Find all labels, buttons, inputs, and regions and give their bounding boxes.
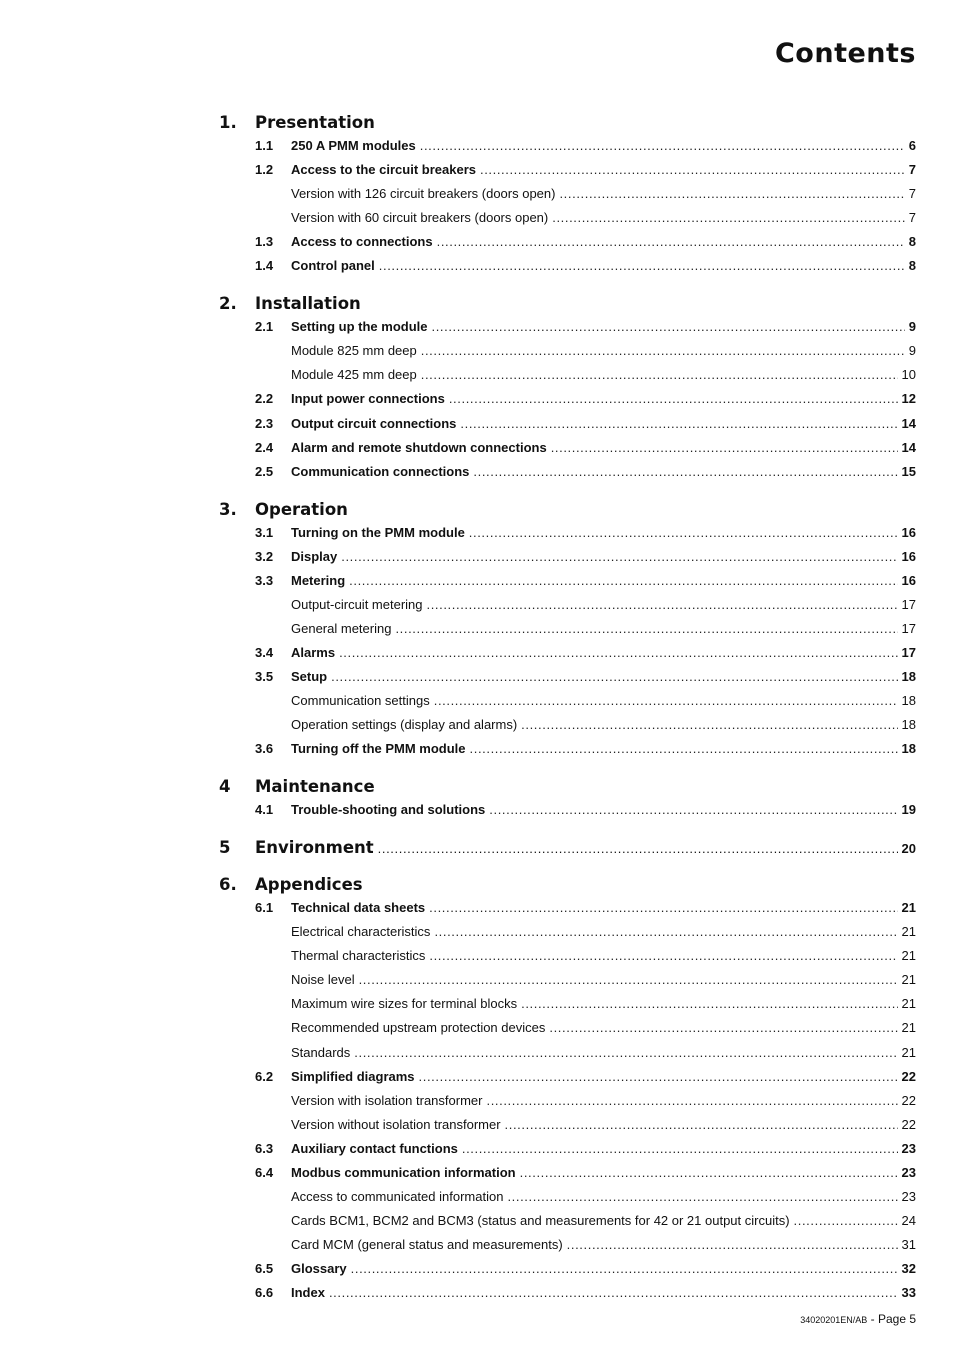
dot-leader [349, 573, 897, 588]
entry-title: Communication settings [291, 693, 430, 708]
entry-line [291, 924, 916, 939]
entry-title: Technical data sheets [291, 900, 426, 916]
entry-number: 2.3 [255, 415, 274, 431]
page-ref: 18 [901, 693, 916, 708]
page-ref: 24 [901, 1212, 916, 1228]
section-heading[interactable] [0, 294, 954, 316]
entry-line [291, 900, 916, 915]
page-ref: 7 [908, 186, 916, 202]
page-ref: 17 [901, 620, 916, 636]
entry-line [291, 597, 916, 612]
dot-leader [552, 210, 905, 225]
toc-entry[interactable] [0, 972, 954, 992]
page-ref: 21 [901, 948, 916, 964]
toc-entry[interactable] [0, 693, 954, 713]
dot-leader [379, 258, 905, 273]
entry-title: Access to connections [291, 234, 433, 250]
entry-title: Cards BCM1, BCM2 and BCM3 (status and measurements for 42 or 21 output circuits) [291, 1212, 790, 1228]
dot-leader [470, 741, 898, 756]
entry-title: Setup [291, 668, 328, 684]
entry-title: Alarm and remote shutdown connections [291, 439, 547, 455]
entry-line [291, 367, 916, 382]
entry-number: 3.4 [255, 644, 274, 660]
toc-entry[interactable] [0, 319, 954, 339]
page-ref: 21 [901, 924, 916, 940]
entry-line [291, 391, 916, 406]
entry-line [291, 258, 916, 273]
dot-leader [559, 186, 904, 201]
dot-leader [341, 549, 897, 564]
page-ref: 16 [901, 548, 916, 564]
dot-leader [434, 693, 898, 708]
section-title: Operation [255, 499, 348, 519]
section-title: Environment [255, 838, 374, 858]
entry-line [291, 1261, 916, 1276]
entry-title: Turning off the PMM module [291, 741, 466, 757]
toc-entry[interactable] [0, 597, 954, 617]
section-heading[interactable] [0, 875, 954, 897]
page-ref: 8 [908, 258, 916, 274]
entry-title: Trouble-shooting and solutions [291, 802, 486, 818]
page-ref: 21 [901, 1020, 916, 1036]
dot-leader [521, 996, 897, 1011]
page-ref: 22 [901, 1092, 916, 1108]
toc-entry[interactable] [0, 234, 954, 254]
dot-leader [507, 1189, 897, 1204]
entry-line [291, 319, 916, 334]
section-number: 3. [219, 499, 237, 519]
entry-title: 250 A PMM modules [291, 138, 416, 153]
toc-entry[interactable] [0, 367, 954, 387]
entry-line [291, 972, 916, 987]
dot-leader [420, 138, 905, 153]
toc-entry[interactable] [0, 1285, 954, 1305]
entry-title: Card MCM (general status and measurements) [291, 1236, 563, 1252]
entry-number: 1.2 [255, 162, 274, 178]
dot-leader [480, 162, 905, 177]
entry-line [291, 1020, 916, 1035]
entry-number: 3.1 [255, 524, 274, 540]
section-number: 1. [219, 113, 237, 132]
page-ref: 33 [901, 1285, 916, 1300]
dot-leader [551, 440, 898, 455]
entry-line [291, 138, 916, 153]
dot-leader [520, 1165, 898, 1180]
entry-title: Standards [291, 1044, 351, 1060]
entry-line [291, 416, 916, 431]
page-ref: 8 [908, 234, 916, 250]
toc-entry[interactable] [0, 343, 954, 363]
entry-line [291, 1117, 916, 1132]
dot-leader [505, 1117, 898, 1132]
page-ref: 21 [901, 900, 916, 916]
dot-leader [567, 1237, 898, 1252]
entry-title: Module 425 mm deep [291, 367, 417, 383]
toc-entry[interactable] [0, 621, 954, 641]
dot-leader [429, 900, 897, 915]
dot-leader [473, 464, 897, 479]
toc-entry[interactable] [0, 669, 954, 689]
entry-title: Communication connections [291, 463, 470, 479]
toc-entry[interactable] [0, 802, 954, 822]
page-number: - Page 5 [867, 1312, 916, 1326]
page-ref: 23 [901, 1188, 916, 1204]
section-number: 6. [219, 875, 237, 895]
entry-number: 2.5 [255, 463, 274, 479]
dot-leader [429, 948, 897, 963]
page-ref: 12 [901, 391, 916, 407]
entry-line [291, 1165, 916, 1180]
entry-line [291, 525, 916, 540]
entry-line [291, 234, 916, 249]
toc-entry[interactable] [0, 549, 954, 569]
entry-number: 2.2 [255, 391, 274, 407]
page-ref: 10 [901, 367, 916, 383]
dot-leader [521, 717, 897, 732]
dot-leader [432, 319, 905, 334]
dot-leader [794, 1213, 898, 1228]
entry-number: 4.1 [255, 802, 274, 818]
entry-line [291, 1213, 916, 1228]
section-number: 5 [219, 838, 231, 858]
entry-title: Output-circuit metering [291, 596, 423, 612]
page-ref: 18 [901, 668, 916, 684]
entry-line [291, 162, 916, 177]
section-title: Appendices [255, 875, 363, 895]
dot-leader [486, 1093, 897, 1108]
toc-entry[interactable] [0, 645, 954, 665]
entry-line [291, 717, 916, 732]
toc-entry[interactable] [0, 996, 954, 1016]
toc-entry[interactable] [0, 1045, 954, 1065]
entry-line [291, 645, 916, 660]
entry-number: 6.5 [255, 1260, 274, 1276]
toc-entry[interactable] [0, 464, 954, 484]
entry-number: 2.4 [255, 439, 274, 455]
entry-number: 6.2 [255, 1068, 274, 1084]
entry-line [291, 802, 916, 817]
page-ref: 19 [901, 802, 916, 818]
entry-title: Output circuit connections [291, 415, 457, 431]
dot-leader [462, 1141, 898, 1156]
page-footer [800, 1312, 916, 1326]
section-title: Installation [255, 294, 361, 314]
toc-entry[interactable] [0, 186, 954, 206]
section-heading[interactable] [0, 838, 954, 860]
entry-line [291, 693, 916, 708]
entry-line [291, 1093, 916, 1108]
dot-leader [549, 1020, 897, 1035]
page-ref: 32 [901, 1260, 916, 1276]
section-number: 2. [219, 294, 237, 314]
page-ref: 21 [901, 996, 916, 1012]
toc-entry[interactable] [0, 416, 954, 436]
dot-leader [395, 621, 897, 636]
toc-entry[interactable] [0, 1189, 954, 1209]
entry-number: 6.1 [255, 900, 274, 916]
page-ref: 17 [901, 596, 916, 612]
entry-line [291, 186, 916, 201]
entry-number: 3.2 [255, 548, 274, 564]
entry-line [291, 210, 916, 225]
page-ref: 9 [908, 343, 916, 359]
dot-leader [421, 343, 905, 358]
toc-entry[interactable] [0, 391, 954, 411]
page-ref: 17 [901, 644, 916, 660]
toc-entry[interactable] [0, 948, 954, 968]
section-title: Presentation [255, 113, 375, 132]
page-ref: 23 [901, 1140, 916, 1156]
dot-leader [354, 1045, 897, 1060]
entry-line [291, 549, 916, 564]
toc-entry[interactable] [0, 1117, 954, 1137]
entry-title: Version with 126 circuit breakers (doors open) [291, 186, 556, 202]
dot-leader [351, 1261, 898, 1276]
page-ref: 18 [901, 741, 916, 757]
entry-line [291, 741, 916, 756]
entry-title: Setting up the module [291, 319, 428, 335]
toc-entry[interactable] [0, 440, 954, 460]
page-ref: 14 [901, 439, 916, 455]
entry-title: Metering [291, 572, 346, 588]
toc-entry[interactable] [0, 573, 954, 593]
entry-title: Display [291, 548, 338, 564]
entry-number: 6.4 [255, 1164, 274, 1180]
entry-line [291, 464, 916, 479]
page-ref: 23 [901, 1164, 916, 1180]
toc-entry[interactable] [0, 1165, 954, 1185]
page-ref: 15 [901, 463, 916, 479]
page-ref: 21 [901, 1044, 916, 1060]
entry-line [291, 1237, 916, 1252]
toc-entry[interactable] [0, 210, 954, 230]
entry-number: 6.3 [255, 1140, 274, 1156]
toc-entry[interactable] [0, 717, 954, 737]
entry-number: 1.1 [255, 138, 274, 153]
dot-leader [359, 972, 898, 987]
entry-title: General metering [291, 620, 392, 636]
page-ref: 16 [901, 572, 916, 588]
entry-title: Version with 60 circuit breakers (doors open) [291, 210, 549, 226]
entry-number: 6.6 [255, 1285, 274, 1300]
page-ref: 6 [908, 138, 916, 153]
entry-title: Control panel [291, 258, 375, 274]
document-code: 34020201EN/AB [800, 1315, 868, 1325]
page-ref: 18 [901, 717, 916, 733]
toc-entry[interactable] [0, 1213, 954, 1233]
toc-entry[interactable] [0, 1261, 954, 1281]
toc-entry[interactable] [0, 900, 954, 920]
section-heading[interactable] [0, 777, 954, 799]
page-ref: 22 [901, 1068, 916, 1084]
entry-number: 1.3 [255, 234, 274, 250]
toc-entry[interactable] [0, 1141, 954, 1161]
dot-leader [449, 391, 898, 406]
entry-line [291, 996, 916, 1011]
entry-line [291, 343, 916, 358]
entry-title: Operation settings (display and alarms) [291, 717, 518, 733]
entry-title: Module 825 mm deep [291, 343, 417, 359]
dot-leader [421, 367, 898, 382]
entry-title: Simplified diagrams [291, 1068, 415, 1084]
entry-title: Version with isolation transformer [291, 1092, 483, 1108]
entry-line [291, 1285, 916, 1300]
entry-title: Index [291, 1285, 325, 1300]
entry-title: Glossary [291, 1260, 347, 1276]
entry-line [291, 948, 916, 963]
entry-title: Turning on the PMM module [291, 524, 465, 540]
entry-line [291, 573, 916, 588]
entry-title: Auxiliary contact functions [291, 1140, 458, 1156]
dot-leader [419, 1069, 898, 1084]
entry-number: 1.4 [255, 258, 274, 274]
toc-entry[interactable] [0, 1237, 954, 1257]
dot-leader [331, 669, 897, 684]
toc-entry[interactable] [0, 1020, 954, 1040]
page-ref: 22 [901, 1116, 916, 1132]
entry-title: Access to the circuit breakers [291, 162, 476, 178]
entry-title: Version without isolation transformer [291, 1116, 501, 1132]
section-heading[interactable] [0, 113, 954, 135]
page-ref: 16 [901, 524, 916, 540]
section-entry[interactable] [255, 838, 916, 857]
page-title: Contents [774, 38, 916, 69]
dot-leader [437, 234, 905, 249]
page-ref: 21 [901, 972, 916, 988]
entry-title: Alarms [291, 644, 336, 660]
toc-entry[interactable] [0, 741, 954, 761]
entry-line [291, 1189, 916, 1204]
entry-title: Electrical characteristics [291, 924, 431, 940]
dot-leader [489, 802, 897, 817]
entry-number: 3.5 [255, 668, 274, 684]
entry-number: 3.6 [255, 741, 274, 757]
toc-entry[interactable] [0, 525, 954, 545]
toc-entry[interactable] [0, 258, 954, 278]
dot-leader [469, 525, 898, 540]
dot-leader [329, 1285, 898, 1300]
dot-leader [427, 597, 898, 612]
toc-entry[interactable] [0, 162, 954, 182]
toc-entry[interactable] [0, 1069, 954, 1089]
entry-title: Access to communicated information [291, 1188, 504, 1204]
entry-title: Thermal characteristics [291, 948, 426, 964]
entry-title: Recommended upstream protection devices [291, 1020, 546, 1036]
page-ref: 20 [901, 841, 916, 857]
section-number: 4 [219, 777, 231, 797]
entry-number: 3.3 [255, 572, 274, 588]
dot-leader [378, 841, 898, 856]
entry-line [291, 1141, 916, 1156]
page-ref: 9 [908, 319, 916, 335]
dot-leader [339, 645, 897, 660]
dot-leader [434, 924, 897, 939]
entry-line [291, 440, 916, 455]
page-ref: 31 [901, 1236, 916, 1252]
entry-title: Noise level [291, 972, 355, 988]
toc-entry[interactable] [0, 138, 954, 158]
entry-line [291, 621, 916, 636]
page-ref: 7 [908, 210, 916, 226]
entry-number: 2.1 [255, 319, 274, 335]
entry-line [291, 1045, 916, 1060]
section-heading[interactable] [0, 500, 954, 522]
section-title: Maintenance [255, 777, 375, 797]
page-ref: 7 [908, 162, 916, 178]
entry-title: Input power connections [291, 391, 445, 407]
dot-leader [460, 416, 897, 431]
entry-title: Modbus communication information [291, 1164, 516, 1180]
entry-title: Maximum wire sizes for terminal blocks [291, 996, 518, 1012]
entry-line [291, 1069, 916, 1084]
entry-line [291, 669, 916, 684]
page-ref: 14 [901, 415, 916, 431]
toc-entry[interactable] [0, 1093, 954, 1113]
toc-entry[interactable] [0, 924, 954, 944]
